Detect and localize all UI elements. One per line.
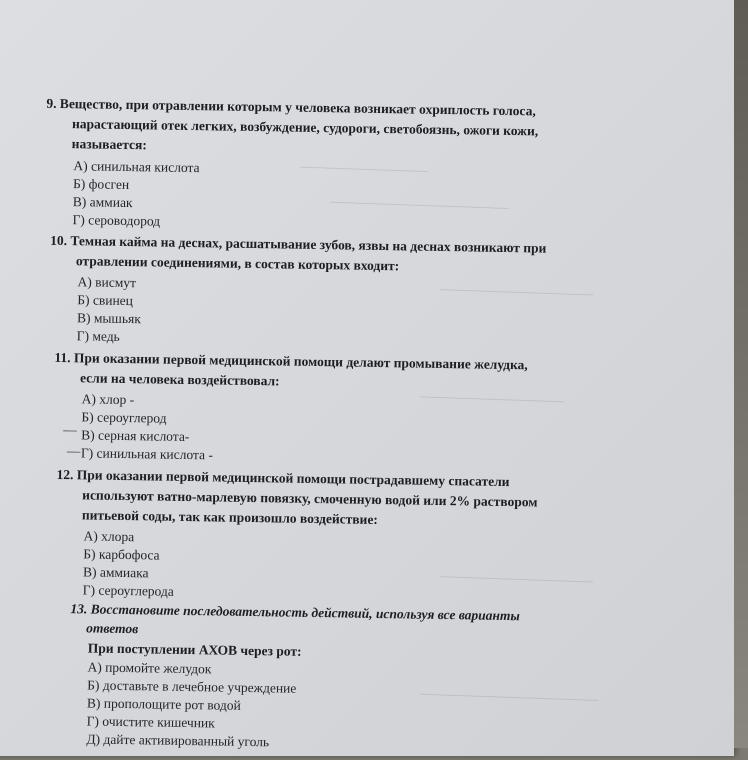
question-13-option-a: А) промойте желудок	[87, 659, 212, 677]
question-13-option-g: Г) очистите кишечник	[86, 713, 215, 731]
question-11-line-1: 11. При оказании первой медицинской помощи делают промывание желудка,	[54, 349, 528, 373]
question-9-option-a: А) синильная кислота	[73, 158, 200, 176]
question-11-option-b: Б) сероуглерод	[81, 409, 167, 426]
question-13-option-v: В) прополощите рот водой	[86, 695, 241, 713]
question-9-option-v: В) аммиак	[72, 194, 133, 211]
question-11-line-2: если на человека воздействовал:	[79, 370, 280, 389]
question-13-option-b: Б) доставьте в лечебное учреждение	[87, 677, 297, 696]
question-10-option-v: В) мышьяк	[76, 310, 141, 327]
question-12-line-2: используют ватно-марлевую повязку, смоченную водой или 2% раствором	[82, 487, 538, 510]
question-10-option-g: Г) медь	[76, 328, 120, 344]
margin-mark-2: —	[66, 443, 81, 459]
question-12-line-3: питьевой соды, так как произошло воздействие:	[81, 507, 379, 527]
margin-mark-1: —	[63, 422, 77, 438]
question-9-line-3: называется:	[71, 136, 147, 153]
question-12-line-1: 12. При оказании первой медицинской помощи пострадавшему спасатели	[56, 466, 510, 490]
question-13-line-2: ответов	[86, 620, 139, 637]
question-10-line-2: отравлении соединениями, в состав которых входит:	[75, 253, 400, 274]
question-9-option-g: Г) сероводород	[72, 212, 161, 229]
question-11-option-g: Г) синильная кислота -	[80, 445, 214, 463]
question-9-option-b: Б) фосген	[73, 176, 130, 193]
question-11-option-a: А) хлор -	[81, 391, 135, 408]
question-12-option-b: Б) карбофоса	[83, 546, 160, 563]
question-9-line-1: 9. Вещество, при отравлении которым у человека возникает охриплость голоса,	[46, 95, 536, 119]
question-12-option-g: Г) сероуглерода	[82, 582, 174, 599]
question-10-option-a: А) висмут	[77, 274, 137, 291]
question-13-subheading: При поступлении АХОВ через рот:	[87, 640, 302, 659]
question-12-option-a: А) хлора	[83, 528, 135, 545]
question-13-option-d: Д) дайте активированный уголь	[86, 731, 270, 750]
question-9-line-2: нарастающий отек легких, возбуждение, судороги, светобоязнь, ожоги кожи,	[71, 116, 539, 139]
question-12-option-v: В) аммиака	[82, 564, 149, 581]
question-10-line-1: 10. Темная кайма на деснах, расшатывание зубов, язвы на деснах возникают при	[50, 232, 547, 256]
question-10-option-b: Б) свинец	[77, 292, 134, 309]
question-13-line-1: 13. Восстановите последовательность действий, используя все варианты	[70, 601, 520, 624]
question-11-option-v: В) серная кислота-	[81, 427, 190, 445]
